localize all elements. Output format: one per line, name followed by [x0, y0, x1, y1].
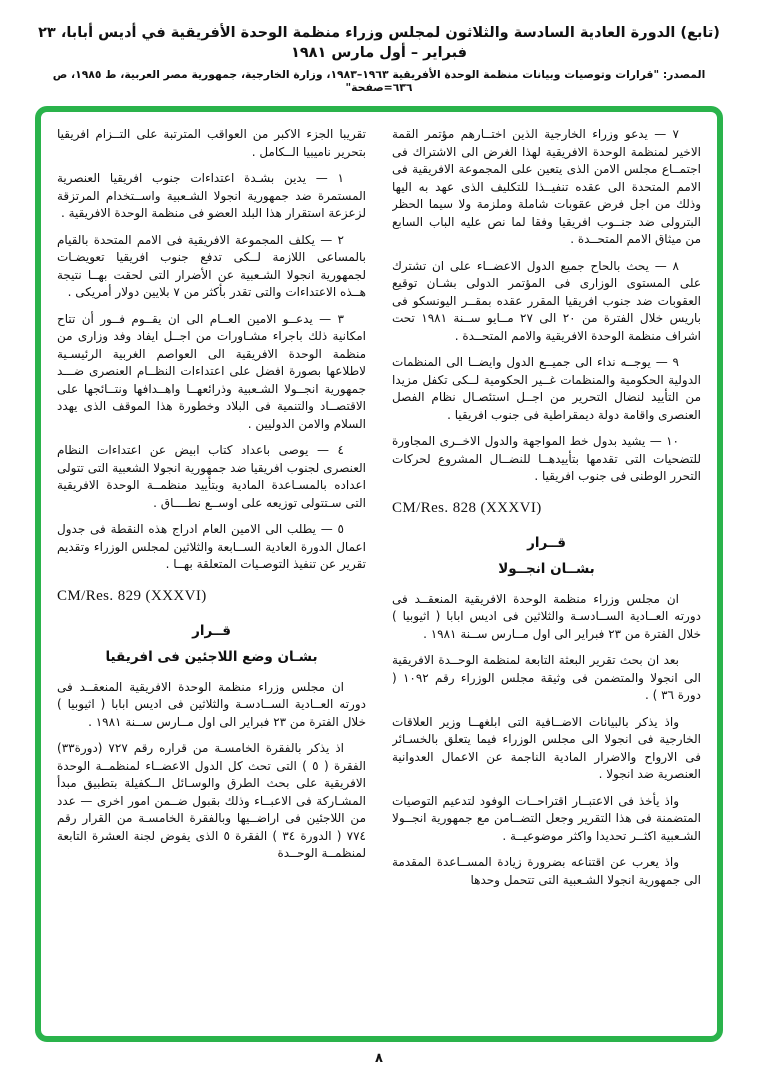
paragraph-item-2: ٢ — يكلف المجموعة الافريقية فى الامم المتحدة بالقيام بالمساعى اللازمة لــكى تدفع جنوب افريقيا تعويضـات لجمهورية انجولا الشـعبية عن الأضرار التى لحقت بهــا نتيجة هــذه الاعتداءات والتى تقدر بأكثر من ٧ بلايين دولار أمريكى . — [57, 232, 366, 300]
resolution-title: قــرار — [192, 622, 231, 639]
column-right — [392, 126, 701, 1022]
paragraph-preamble: واذ يذكر بالبيانات الاضــافية التى ابلغهــا وزير العلاقات الخارجية فى انجولا الى مجلس الوزراء فيما يتعلق بالخسـائر فى الارواح والاضرار المادية الناجمة عن الاعمال العدوانية العنصرية ضد انجولا . — [392, 714, 701, 782]
paragraph-item-3: ٣ — يدعــو الامين العــام الى ان يقــوم فــور أن تتاح امكانية ذلك باجراء مشـاورات من اجــل ايفاد وفد وزارى من منظمة الوحدة الافريقية الى العواصم الغربية الرئيسـية لاطلاعها بصورة افضل على اعتداءات النظــام العنصرى ضـــد جمهورية انجــولا الشـعبية وذرائعهــا واهــدافها ونتــائجها على الاقتصــاد والتنمية فى البلاد وخطورة هذا الموقف الذى يهدد السلام والامن الدوليين . — [57, 311, 366, 431]
header-session-title: (تابع) الدورة العادية السادسة والثلاثون لمجلس وزراء منظمة الوحدة الأفريقية في أديس أبابا، ٢٣ فبراير – أول مارس ١٩٨١ — [38, 25, 720, 61]
paragraph-item-7: ٧ — يدعو وزراء الخارجية الذين اختــارهم مؤتمر القمة الاخير لمنظمة الوحدة الافريقية لهذا الغرض الى الاشتراك فى اجتمــاع مجلس الامن الذى يتعين على المجموعة الافريقية فى الامم المتحدة الى عقده تنفيــذا للتكليف الذى عهد به اليها وذلك من اجل فرض عقوبات شاملة وملزمة ولا سيما الحظر البترولى ضد جنــوب افريقيا وفقا لما نص عليه الباب السابع من ميثاق الامم المتحــدة . — [392, 127, 701, 247]
column-left — [57, 126, 366, 1022]
paragraph-item-1: ١ — يدين بشـدة اعتداءات جنوب افريقيا العنصرية المستمرة ضد جمهورية انجولا الشـعبية واســتخدام المرتزقة لزعزعة استقرار هذا البلد العضو فى منظمة الوحدة الافريقية . — [57, 171, 366, 221]
paragraph-item-5: ٥ — يطلب الى الامين العام ادراج هذه النقطة فى جدول اعمال الدورة العادية الســابعة والثلاثين لمجلس الوزراء وتقديم تقرير عن تنفيذ التوصـيات المتعلقة بهــا . — [57, 522, 366, 572]
paragraph-preamble: ان مجلس وزراء منظمة الوحدة الافريقية المنعقــد فى دورته العــادية الســادسـة والثلاثين فى اديس ابابا ( اثيوبيا ) خلال الفترة من ٢٣ فبراير الى اول مــارس ســنة ١٩٨١ . — [57, 679, 366, 729]
resolution-subtitle-refugees: بشـان وضع اللاجئين فى افريقيا — [105, 648, 318, 665]
paragraph-preamble: واذ يعرب عن اقتناعه بضرورة زيادة المســاعدة المقدمة الى جمهورية انجولا الشـعبية التى تتحمل وحدها — [392, 855, 701, 887]
paragraph-item-8: ٨ — يحث بالحاح جميع الدول الاعضــاء على ان تشترك على المستوى الوزارى فى المؤتمر الدولى بشـان توقيع العقوبات ضد جنوب افريقيا المقرر عقده بمقــر اليونسكو فى باريس خلال الفترة من ٢٠ الى ٢٧ مــايو ســنة ١٩٨١ تحت اشراف منظمة الوحدة الافريقية والامم المتحــدة . — [392, 258, 701, 343]
resolution-subtitle-angola: بشــان انجــولا — [498, 560, 595, 577]
paragraph-continuation: تقريبا الجزء الاكبر من العواقب المترتبة على التــزام افريقيا بتحرير ناميبيا الــكامل . — [57, 127, 366, 159]
resolution-title: قــرار — [527, 534, 566, 551]
paragraph-preamble: بعد ان بحث تقرير البعثة التابعة لمنظمة الوحــدة الافريقية الى انجولا والمتضمن فى وثيقة مجلس الوزراء رقم ١٠٩٢ ( دورة ٣٦ ) . — [392, 653, 701, 703]
resolution-code-829: CM/Res. 829 (XXXVI) — [57, 587, 207, 604]
page-header — [0, 0, 758, 94]
paragraph-preamble: اذ يذكر بالفقرة الخامسـة من قراره رقم ٧٢٧ (دورة٣٣) الفقرة ( ٥ ) التى تحث كل الدول الاعضــاء لمنظمــة الوحدة الافريقية على بحث الطرق والوسـائل الــكفيلة بتطبيق مبدأ المشـاركة فى الاعبــاء وذلك بقبول ضــمن امور اخرى — عدد من اللاجئين فى اراضــيها وبالفقرة الخامسـة من القرار رقم ٧٧٤ ( الدورة ٣٤ ) الفقرة ٥ الذى يفوض لجنة العشرة التابعة لمنظمــة الوحــدة — [57, 741, 366, 861]
paragraph-preamble: واذ يأخذ فى الاعتبــار اقتراحــات الوفود لتدعيم التوصيات المتضمنة فى هذا التقرير وجعل التضــامن مع جمهورية انجــولا الشـعبية اكثــر تحديدا واكثر موضوعيــة . — [392, 793, 701, 843]
paragraph-item-9: ٩ — يوجــه نداء الى جميــع الدول وايضــا الى المنظمات الدولية الحكومية والمنظمات غــير الحكومية لــكى تكفل مزيدا من التأييد لنضال التحرير من اجــل استئصـال نظام الفصل العنصرى واقامة دولة ديمقراطية فى جنوب افريقيا . — [392, 355, 701, 422]
paragraph-item-10: ١٠ — يشيد بدول خط المواجهة والدول الاخــرى المجاورة للتضحيات التى تقدمها بتأييدهــا للنضــال المشروع لحركات التحرر الوطنى فى جنوب افريقيا . — [392, 434, 701, 484]
page-number: ٨ — [375, 1051, 383, 1066]
paragraph-preamble: ان مجلس وزراء منظمة الوحدة الافريقية المنعقــد فى دورته العــادية الســادسـة والثلاثين فى اديس ابابا ( اثيوبيا ) خلال الفترة من ٢٣ فبراير الى اول مــارس ســنة ١٩٨١ . — [392, 591, 701, 641]
resolution-code-828: CM/Res. 828 (XXXVI) — [392, 499, 542, 516]
paragraph-item-4: ٤ — يوصى باعداد كتاب ابيض عن اعتداءات النظام العنصرى لجنوب افريقيا ضد جمهورية انجولا الشعبية التى تتولى اعداده بالمسـاعدة المادية وبتأييد منظمــة الوحدة الافريقية التى سـتتولى توزيعه على اوســع نطــــاق . — [57, 443, 366, 510]
content-border-box — [35, 106, 723, 1042]
header-source-line: المصدر: "قرارات وتوصيات وبيانات منظمة الوحدة الأفريقية ١٩٦٣–١٩٨٣، وزارة الخارجية، جمهورية مصر العربية، ط ١٩٨٥، ص ٦٣٦=صفحة" — [52, 68, 706, 95]
